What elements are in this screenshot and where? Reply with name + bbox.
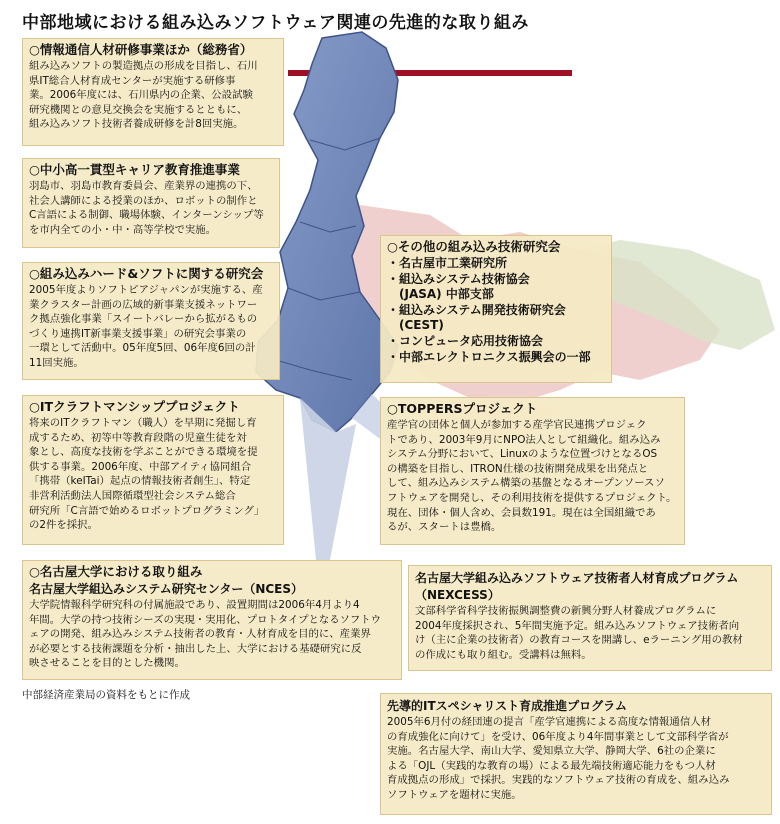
box-toppers-line: の構築を目指し、ITRON仕様の技術開発成果を出発点と: [387, 462, 649, 475]
box-nagoya-line: 大学院情報科学研究科の付属施設であり、設置期間は2006年4月より4: [29, 599, 360, 611]
box-nagoya-line: が必要とする技術課題を分析・抽出した上、大学における基礎研究に反: [29, 642, 362, 655]
box-hardsoft-heading: ○組み込みハード&ソフトに関する研究会: [29, 266, 264, 281]
box-somusho-line: 研究機関との意見交換会を実施するとともに、: [29, 103, 248, 116]
box-hardsoft-line: 11回実施。: [29, 356, 84, 369]
box-craftsman-line: 研究所「C言語で始めるロボットプログラミング」: [29, 504, 265, 517]
box-nexcess-line: 文部科学省科学技術振興調整費の新興分野人材養成プログラムに: [415, 605, 717, 617]
box-nagoya-heading: ○名古屋大学における取り組み: [29, 564, 203, 579]
box-toppers-line: フトウェアを開発し、その利用技術を提供するプロジェクト。: [387, 491, 677, 504]
box-craftsman: [22, 395, 284, 545]
box-senkou-line: 実施。名古屋大学、南山大学、愛知県立大学、静岡大学、6社の企業に: [387, 745, 716, 758]
box-hardsoft-line: 2005年度よりソフトピアジャパンが実施する、産: [29, 284, 263, 296]
box-somusho-line: 組み込みソフトの製造拠点の形成を目指し、石川: [29, 60, 258, 72]
box-craftsman-line: 「携帯（keITai）起点の情報技術者創生」、特定: [29, 475, 251, 488]
box-somusho: [22, 38, 284, 146]
box-hardsoft-line: ク拠点強化事業「スイートバレーから拡がるもの: [29, 313, 258, 326]
other-group-item: ・組込みシステム開発技術研究会: [387, 302, 566, 317]
box-senkou-line: 2005年6月付の経団連の提言「産学官連携による高度な情報通信人材: [387, 716, 711, 728]
other-group-item: ・名古屋市工業研究所: [387, 256, 508, 270]
box-nexcess-heading: 名古屋大学組み込みソフトウェア技術者人材育成プログラム: [415, 571, 739, 585]
box-hardsoft-line: 業クラスター計画の広域的新事業支援ネットワー: [29, 298, 258, 311]
box-nexcess-subheading: （NEXCESS）: [415, 588, 500, 602]
box-toppers-heading: ○TOPPERSプロジェクト: [387, 401, 538, 416]
box-career-line: を市内全ての小・中・高等学校で実施。: [29, 223, 217, 236]
box-senkou-line: よる「OJL（実践的な教育の場）による最先端技術適応能力をもつ人材: [387, 759, 716, 772]
box-career-line: 社会人講師による授業のほか、ロボットの制作と: [29, 194, 258, 207]
box-hardsoft-line: づくり連携IT新事業支援事業」の研究会事業の: [29, 327, 247, 340]
box-craftsman-line: 供する事業。2006年度、中部アイティ協同組合: [29, 460, 252, 473]
box-toppers-line: トであり、2003年9月にNPO法人として組織化。組み込み: [387, 433, 661, 446]
box-craftsman-heading: ○ITクラフトマンシッププロジェクト: [29, 399, 240, 414]
box-other-groups: [380, 235, 612, 383]
box-craftsman-line: 成するため、初等中等教育段階の児童生徒を対: [29, 431, 247, 444]
box-craftsman-line: 象とし、高度な技術を学ぶことができる環境を提: [29, 446, 258, 459]
box-career-line: C言語による制御、職場体験、インターンシップ等: [29, 209, 264, 222]
other-group-item: ・中部エレクトロニクス振興会の一部: [387, 349, 591, 364]
other-group-item: (JASA) 中部支部: [387, 287, 494, 302]
box-career-line: 羽島市、羽島市教育委員会、産業界の連携の下、: [29, 180, 258, 192]
box-career-heading: ○中小高一貫型キャリア教育推進事業: [29, 162, 240, 177]
box-nagoya-line: 映させることを目的とした機関。: [29, 657, 185, 670]
box-nexcess-line: の作成にも取り組む。受講料は無料。: [415, 648, 592, 661]
box-senkou-heading: 先導的ITスペシャリスト育成推進プログラム: [387, 699, 628, 713]
box-senkou-line: の育成強化に向けて」を受け、06年度より4年間事業として文部科学省が: [387, 730, 729, 743]
box-nagoya-line: ェアの開発、組み込みシステム技術者の教育・人材育成を目的に、産業界: [29, 628, 371, 641]
box-hardsoft: [22, 262, 280, 380]
page-title: 中部地域における組み込みソフトウェア関連の先進的な取り組み: [22, 13, 529, 33]
box-nexcess: [408, 565, 772, 671]
box-career: [22, 158, 280, 248]
box-nagoya-univ: [22, 560, 402, 680]
box-nexcess-line: け（主に企業の技術者）の教育コースを開講し、eラーニング用の教材: [415, 634, 743, 647]
box-somusho-heading: ○情報通信人材研修事業ほか（総務省）: [29, 42, 253, 57]
box-toppers-line: して、組み込みシステム構築の基盤となるオープンソースソ: [387, 477, 665, 490]
box-hardsoft-line: 一環として活動中。05年度5回、06年度6回の計: [29, 342, 256, 355]
box-toppers-line: 産学官の団体と個人が参加する産学官民連携プロジェク: [387, 419, 647, 431]
box-toppers-line: システム分野において、Linuxのような位置づけとなるOS: [387, 448, 658, 461]
box-toppers-line: るが、スタートは豊橋。: [387, 521, 502, 534]
box-toppers: [380, 397, 685, 545]
box-craftsman-line: 将来のITクラフトマン（職人）を早期に発掘し育: [29, 417, 257, 429]
box-senkou-line: ソフトウェアを題材に実施。: [387, 788, 522, 801]
box-somusho-line: 業。2006年度には、石川県内の企業、公設試験: [29, 89, 253, 102]
other-group-item: (CEST): [387, 318, 444, 333]
box-somusho-line: 県IT総合人材育成センターが実施する研修事: [29, 74, 236, 87]
source-note: 中部経済産業局の資料をもとに作成: [22, 689, 190, 701]
other-group-item: ・組込みシステム技術協会: [387, 271, 530, 286]
box-somusho-line: 組み込みソフト技術者養成研修を計8回実施。: [29, 118, 244, 131]
box-other-heading: ○その他の組み込み技術研究会: [387, 239, 561, 254]
box-nagoya-line: 年間。大学の持つ技術シーズの実現・実用化、プロトタイプとなるソフトウ: [29, 613, 382, 626]
box-nagoya-subheading: 名古屋大学組込みシステム研究センター（NCES）: [29, 582, 304, 596]
box-craftsman-line: の2件を採択。: [29, 519, 98, 532]
box-toppers-line: 現在、団体・個人含め、会員数191。現在は全国組織であ: [387, 506, 656, 519]
other-group-item: ・コンピュータ応用技術協会: [387, 333, 544, 348]
box-senkou: [380, 693, 772, 815]
box-craftsman-line: 非営利活動法人国際循環型社会システム総合: [29, 489, 236, 502]
box-senkou-line: 育成拠点の形成」で採択。実践的なソフトウェア技術の育成を、組み込み: [387, 774, 730, 787]
box-nexcess-line: 2004年度採択され、5年間実施予定。組み込みソフトウェア技術者向: [415, 619, 740, 632]
